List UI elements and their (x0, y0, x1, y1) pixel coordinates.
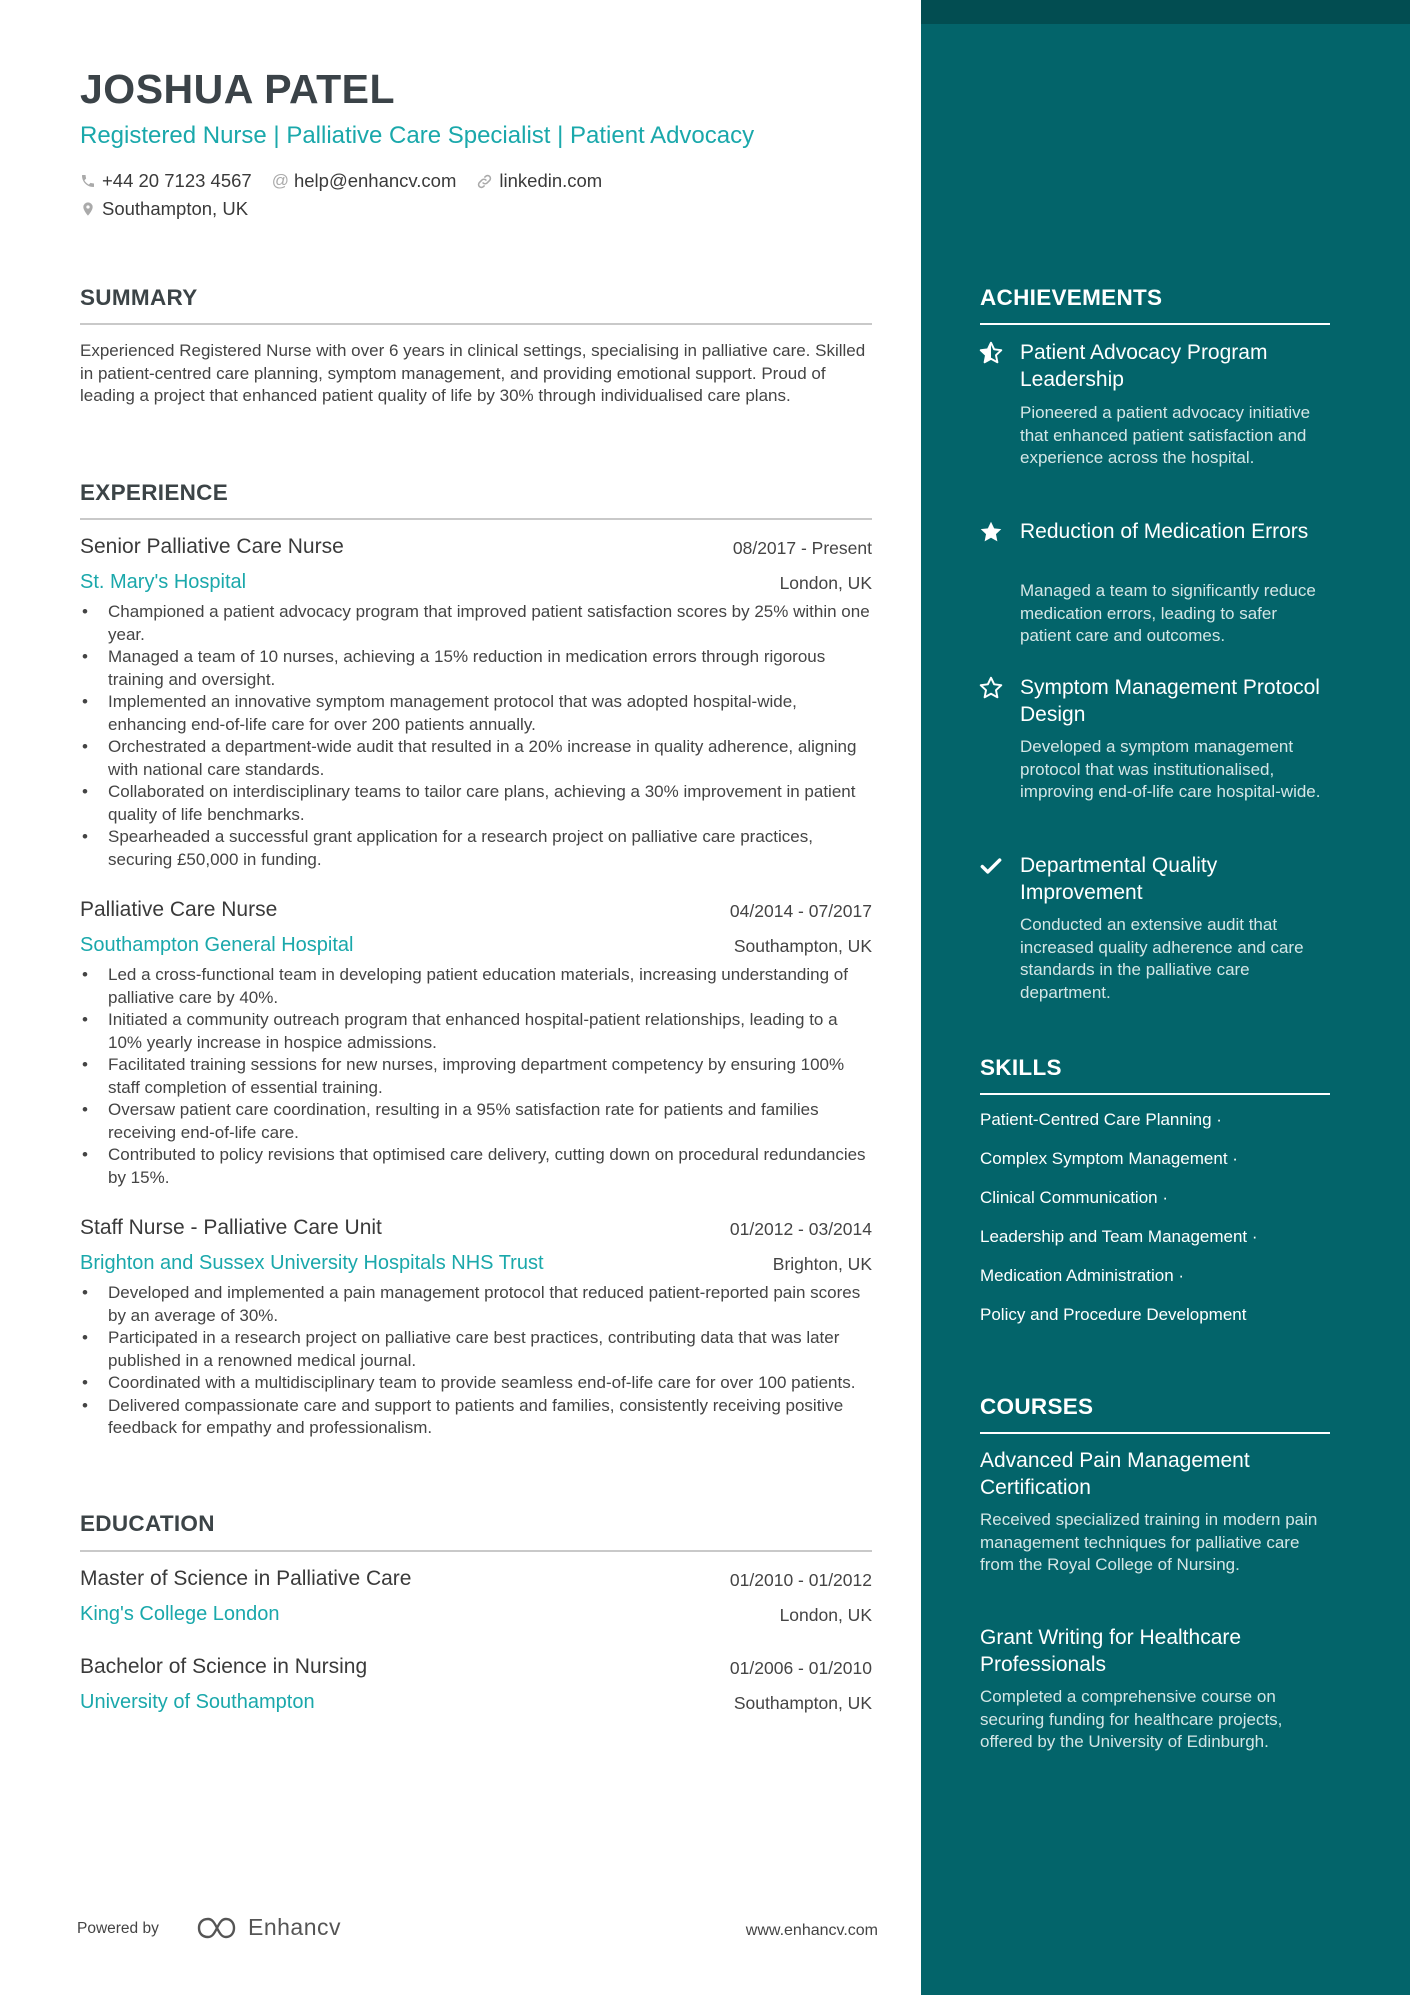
skills-heading: SKILLS (980, 1055, 1062, 1080)
achievement-description: Conducted an extensive audit that increased quality adherence and care standards in the palliative care department. (1020, 915, 1304, 1002)
achievement-title: Patient Advocacy Program Leadership (1020, 341, 1268, 391)
powered-by-label: Powered by (77, 1920, 159, 1937)
job-bullet: • Implemented an innovative symptom management protocol that was adopted hospital-wide, enhancing end-of-life care for over 200 patients annually. (80, 691, 872, 736)
phone-text: +44 20 7123 4567 (102, 170, 252, 191)
brand-logo[interactable] (196, 1914, 341, 1941)
link-icon (476, 173, 493, 190)
job-title: Palliative Care Nurse (80, 898, 278, 921)
job-dates: 08/2017 - Present (732, 538, 872, 558)
contact-row (80, 170, 622, 192)
location-pin-icon (80, 200, 96, 218)
job-bullets (80, 1282, 872, 1440)
skill-item: Leadership and Team Management · (980, 1227, 1258, 1246)
education-degree: Bachelor of Science in Nursing (80, 1655, 368, 1678)
job-location: Brighton, UK (772, 1254, 872, 1274)
brand-name: Enhancv (248, 1914, 342, 1940)
job-bullet: • Initiated a community outreach program that enhanced hospital-patient relationships, leading to a 10% yearly increase in hospice admissions. (80, 1009, 872, 1054)
contact-phone (80, 170, 252, 192)
skill-item: Complex Symptom Management · (980, 1149, 1238, 1168)
job-bullet: • Collaborated on interdisciplinary teams to tailor care plans, achieving a 30% improvement in patient quality of life benchmarks. (80, 781, 872, 826)
checkmark-icon (978, 853, 1004, 879)
job-company: Brighton and Sussex University Hospitals NHS Trust (80, 1252, 544, 1274)
skills-divider (980, 1093, 1330, 1095)
skill-item: Clinical Communication · (980, 1188, 1169, 1207)
job-bullet: • Spearheaded a successful grant application for a research project on palliative care practices, securing £50,000 in funding. (80, 826, 872, 871)
education-dates: 01/2010 - 01/2012 (729, 1570, 872, 1590)
education-school: King's College London (80, 1603, 280, 1625)
job-company: Southampton General Hospital (80, 934, 354, 956)
job-location: London, UK (779, 573, 872, 593)
job-bullet: • Championed a patient advocacy program that improved patient satisfaction scores by 25% within one year. (80, 601, 872, 646)
star-filled-icon (978, 519, 1004, 545)
achievements-divider (980, 323, 1330, 325)
job-dates: 04/2014 - 07/2017 (729, 901, 872, 921)
education-divider (80, 1550, 872, 1552)
course-description: Received specialized training in modern pain management techniques for palliative care from the Royal College of Nursing. (980, 1510, 1318, 1574)
job-location: Southampton, UK (733, 936, 872, 956)
job-bullet: • Facilitated training sessions for new nurses, improving department competency by ensuring 100% staff completion of essential training. (80, 1054, 872, 1099)
education-degree: Master of Science in Palliative Care (80, 1567, 412, 1590)
job-title: Staff Nurse - Palliative Care Unit (80, 1216, 382, 1239)
star-outline-icon (978, 675, 1004, 701)
job-bullet: • Coordinated with a multidisciplinary team to provide seamless end-of-life care for over 100 patients. (80, 1372, 872, 1395)
candidate-headline: Registered Nurse | Palliative Care Specialist | Patient Advocacy (80, 122, 755, 149)
contact-row-location (80, 198, 268, 220)
job-bullet: • Participated in a research project on palliative care best practices, contributing data that was later published in a renowned medical journal. (80, 1327, 872, 1372)
achievement-description: Managed a team to significantly reduce medication errors, leading to safer patient care and outcomes. (1020, 581, 1316, 645)
job-bullet: • Developed and implemented a pain management protocol that reduced patient-reported pain scores by an average of 30%. (80, 1282, 872, 1327)
sidebar-top-band (921, 0, 1410, 24)
skill-item: Patient-Centred Care Planning · (980, 1110, 1222, 1129)
summary-text: Experienced Registered Nurse with over 6 years in clinical settings, specialising in palliative care. Skilled in patient-centred care planning, symptom management, and providing emotional support. Proud of leading a project that enhanced patient quality of life by 30% through individualised care plans. (80, 341, 866, 405)
job-bullet: • Orchestrated a department-wide audit that resulted in a 20% increase in quality adherence, aligning with national care standards. (80, 736, 872, 781)
job-company: St. Mary's Hospital (80, 571, 247, 593)
enhancv-logo-icon (196, 1915, 240, 1941)
course-description: Completed a comprehensive course on securing funding for healthcare projects, offered by the University of Edinburgh. (980, 1687, 1283, 1751)
contact-location (80, 198, 248, 220)
phone-icon (80, 173, 96, 189)
achievement-description: Developed a symptom management protocol that was institutionalised, improving end-of-life care hospital-wide. (1020, 737, 1321, 801)
course-title: Advanced Pain Management Certification (980, 1449, 1250, 1499)
job-bullet: • Led a cross-functional team in developing patient education materials, increasing understanding of palliative care by 40%. (80, 964, 872, 1009)
achievement-title: Reduction of Medication Errors (1020, 520, 1309, 543)
job-title: Senior Palliative Care Nurse (80, 535, 344, 558)
education-dates: 01/2006 - 01/2010 (729, 1658, 872, 1678)
job-bullets (80, 964, 872, 1189)
job-bullets (80, 601, 872, 871)
contact-email[interactable] (272, 170, 457, 192)
skill-item: Policy and Procedure Development (980, 1305, 1247, 1324)
courses-heading: COURSES (980, 1394, 1094, 1419)
job-bullet: • Contributed to policy revisions that optimised care delivery, cutting down on procedural redundancies by 15%. (80, 1144, 872, 1189)
education-heading: EDUCATION (80, 1511, 215, 1536)
star-half-icon (978, 340, 1004, 366)
experience-heading: EXPERIENCE (80, 480, 229, 505)
contact-linkedin[interactable] (476, 170, 602, 192)
linkedin-text[interactable]: linkedin.com (499, 170, 603, 191)
courses-divider (980, 1432, 1330, 1434)
achievement-title: Departmental Quality Improvement (1020, 854, 1218, 904)
education-location: Southampton, UK (733, 1693, 872, 1713)
experience-divider (80, 518, 872, 520)
job-bullet: • Delivered compassionate care and support to patients and families, consistently receiving positive feedback for empathy and professionalism. (80, 1395, 872, 1440)
location-text: Southampton, UK (102, 198, 249, 219)
candidate-name: JOSHUA PATEL (80, 66, 396, 112)
course-title: Grant Writing for Healthcare Professionals (980, 1626, 1242, 1676)
summary-divider (80, 323, 872, 325)
job-bullet: • Managed a team of 10 nurses, achieving a 15% reduction in medication errors through rigorous training and oversight. (80, 646, 872, 691)
job-bullet: • Oversaw patient care coordination, resulting in a 95% satisfaction rate for patients and families receiving end-of-life care. (80, 1099, 872, 1144)
job-dates: 01/2012 - 03/2014 (729, 1219, 872, 1239)
email-text[interactable]: help@enhancv.com (293, 170, 457, 191)
footer-website[interactable]: www.enhancv.com (745, 1922, 878, 1939)
achievements-heading: ACHIEVEMENTS (980, 285, 1163, 310)
skill-item: Medication Administration · (980, 1266, 1185, 1285)
achievement-description: Pioneered a patient advocacy initiative that enhanced patient satisfaction and experience across the hospital. (1020, 403, 1311, 467)
education-school: University of Southampton (80, 1691, 315, 1713)
education-location: London, UK (779, 1605, 872, 1625)
at-icon: @ (271, 171, 289, 190)
achievement-title: Symptom Management Protocol Design (1020, 676, 1320, 726)
summary-heading: SUMMARY (80, 285, 198, 310)
